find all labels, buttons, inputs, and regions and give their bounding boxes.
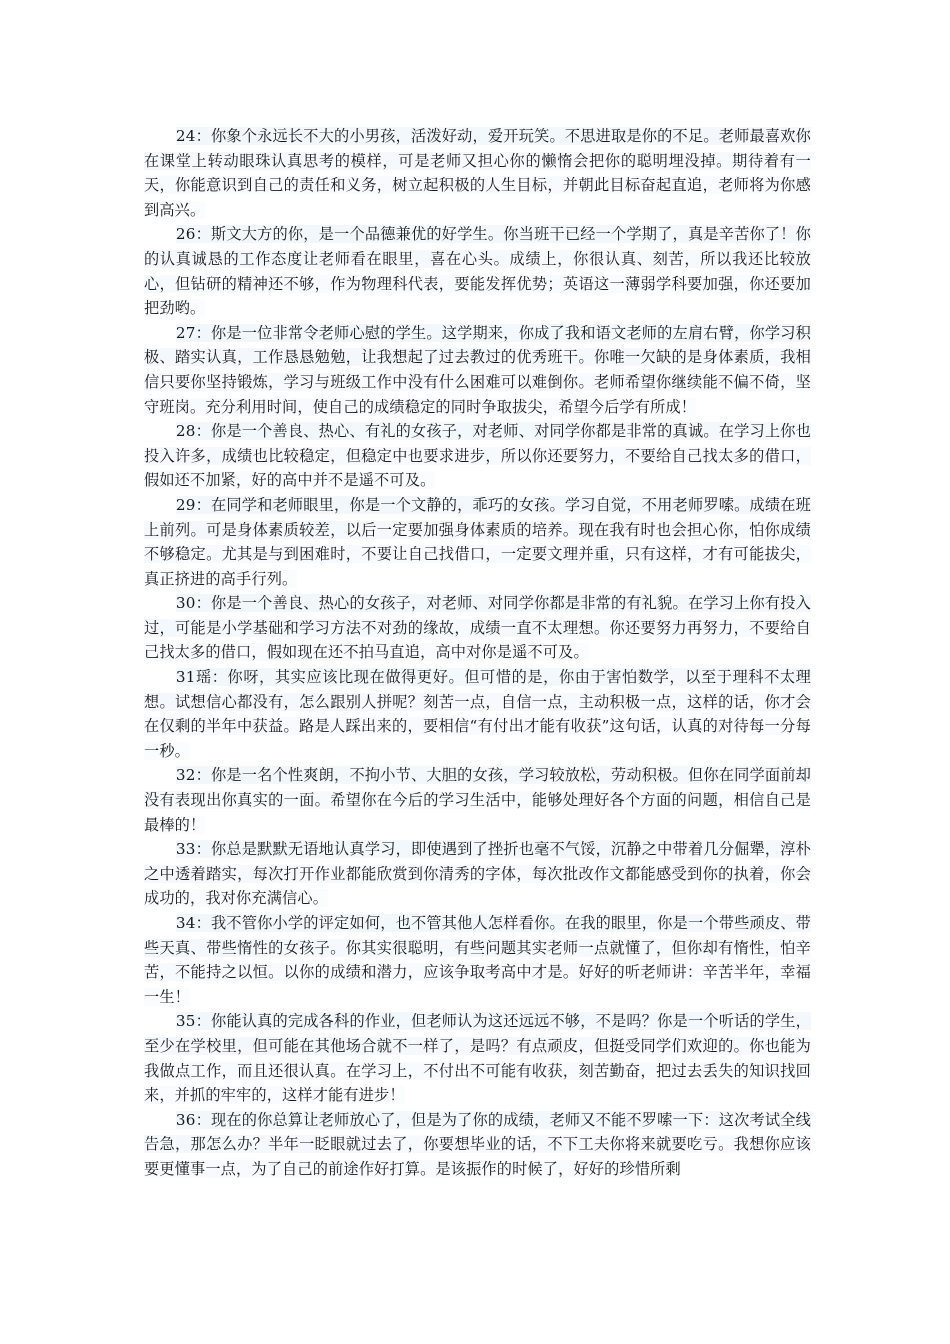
paragraph-text: 34：我不管你小学的评定如何，也不管其他人怎样看你。在我的眼里，你是一个带些顽皮、带些天真、带些惰性的女孩子。你其实很聪明，有些问题其实老师一点就懂了，但你却有惰性，怕辛苦，不能持之以恒。以你的成绩和潜力，应该争取考高中才是。好好的听老师讲：辛苦半年，幸福一生！ [144, 914, 811, 1006]
paragraph-text: 31瑶：你呀，其实应该比现在做得更好。但可惜的是，你由于害怕数学，以至于理科不太理想。试想信心都没有，怎么跟别人拼呢？刻苦一点，自信一点，主动积极一点，这样的话，你才会在仅剩的半年中获益。路是人踩出来的，要相信“有付出才能有收获”这句话，认真的对待每一分每一秒。 [144, 668, 811, 760]
comment-paragraph [144, 1108, 811, 1182]
paragraph-text: 26：斯文大方的你，是一个品德兼优的好学生。你当班干已经一个学期了，真是辛苦你了！你的认真诚恳的工作态度让老师看在眼里，喜在心头。成绩上，你很认真、刻苦，所以我还比较放心，但钻研的精神还不够，作为物理科代表，要能发挥优势；英语这一薄弱学科要加强，你还要加把劲哟。 [144, 225, 811, 318]
comment-paragraph [144, 1009, 811, 1107]
comment-paragraph [144, 493, 811, 591]
paragraph-text: 35：你能认真的完成各科的作业，但老师认为这还远远不够，不是吗？你是一个听话的学生，至少在学校里，但可能在其他场合就不一样了，是吗？有点顽皮，但挺受同学们欢迎的。你也能为我做点工作，而且还很认真。在学习上，不付出不可能有收获，刻苦勤奋，把过去丢失的知识找回来，并抓的牢牢的，这样才能有进步！ [144, 1012, 811, 1105]
comment-paragraph [144, 837, 811, 911]
document-body [144, 124, 811, 1182]
paragraph-text: 36：现在的你总算让老师放心了，但是为了你的成绩，老师又不能不罗嗦一下：这次考试全线告急，那怎么办？半年一眨眼就过去了，你要想毕业的话，不下工夫你将来就要吃亏。我想你应该要更懂事一点，为了自己的前途作好打算。是该振作的时候了，好好的珍惜所剩 [144, 1110, 811, 1178]
paragraph-text: 32：你是一名个性爽朗，不拘小节、大胆的女孩，学习较放松，劳动积极。但你在同学面前却没有表现出你真实的一面。希望你在今后的学习生活中，能够处理好各个方面的问题，相信自己是最棒的！ [144, 766, 811, 834]
paragraph-text: 27：你是一位非常令老师心慰的学生。这学期来，你成了我和语文老师的左肩右臂，你学习积极、踏实认真，工作恳恳勉勉，让我想起了过去教过的优秀班干。你唯一欠缺的是身体素质，我相信只要你坚持锻炼，学习与班级工作中没有什么困难可以难倒你。老师希望你继续能不偏不倚，坚守班岗。充分利用时间，使自己的成绩稳定的同时争取拔尖，希望今后学有所成！ [144, 323, 811, 416]
comment-paragraph [144, 911, 811, 1009]
comment-paragraph [144, 222, 811, 320]
comment-paragraph [144, 419, 811, 493]
comment-paragraph [144, 124, 811, 222]
comment-paragraph [144, 591, 811, 665]
paragraph-text: 33：你总是默默无语地认真学习，即使遇到了挫折也毫不气馁，沉静之中带着几分倔犟，淳朴之中透着踏实，每次打开作业都能欣赏到你清秀的字体，每次批改作文都能感受到你的执着，你会成功的，我对你充满信心。 [144, 840, 811, 908]
comment-paragraph [144, 763, 811, 837]
paragraph-text: 28：你是一个善良、热心、有礼的女孩子，对老师、对同学你都是非常的真诚。在学习上你也投入许多，成绩也比较稳定，但稳定中也要求进步，所以你还要努力，不要给自己找太多的借口，假如还不加紧，好的高中并不是遥不可及。 [144, 422, 811, 490]
paragraph-text: 30：你是一个善良、热心的女孩子，对老师、对同学你都是非常的有礼貌。在学习上你有投入过，可能是小学基础和学习方法不对劲的缘故，成绩一直不太理想。你还要努力再努力，不要给自己找太多的借口，假如现在还不拍马直追，高中对你是遥不可及。 [144, 594, 811, 662]
comment-paragraph [144, 321, 811, 419]
paragraph-text: 29：在同学和老师眼里，你是一个文静的，乖巧的女孩。学习自觉，不用老师罗嗦。成绩在班上前列。可是身体素质较差，以后一定要加强身体素质的培养。现在我有时也会担心你，怕你成绩不够稳定。尤其是与到困难时，不要让自己找借口，一定要文理并重，只有这样，才有可能拔尖，真正挤进的高手行列。 [144, 495, 811, 588]
paragraph-text: 24：你象个永远长不大的小男孩，活泼好动，爱开玩笑。不思进取是你的不足。老师最喜欢你在课堂上转动眼珠认真思考的模样，可是老师又担心你的懒惰会把你的聪明埋没掉。期待着有一天，你能意识到自己的责任和义务，树立起积极的人生目标，并朝此目标奋起直追，老师将为你感到高兴。 [144, 127, 811, 219]
comment-paragraph [144, 665, 811, 763]
